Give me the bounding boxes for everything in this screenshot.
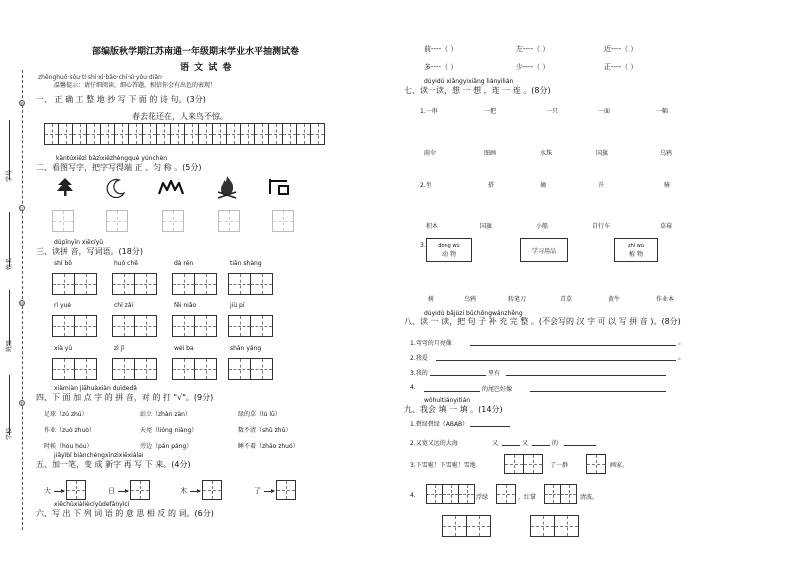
poem-cell[interactable] bbox=[86, 123, 100, 145]
fill-item: ，红掌 bbox=[518, 494, 537, 501]
noun-item[interactable]: 国旗 bbox=[596, 150, 609, 157]
fire-icon bbox=[216, 175, 238, 199]
s4-title: 四、下 面 加 点 字 的 拼 音，对 的 打 "√"。(9分) bbox=[36, 393, 214, 402]
answer-line[interactable] bbox=[502, 445, 520, 446]
poem-cell[interactable] bbox=[44, 123, 58, 145]
poem-cell[interactable] bbox=[212, 123, 226, 145]
fill-cell[interactable] bbox=[530, 515, 554, 537]
thing-item[interactable]: 乌鸦 bbox=[464, 296, 477, 303]
fill-item: 清波。 bbox=[580, 494, 599, 501]
char-box[interactable] bbox=[272, 210, 294, 232]
sentence-start: 2.我爱 bbox=[410, 355, 428, 362]
object-item[interactable]: 积木 bbox=[426, 223, 439, 230]
pinyin-choice-item[interactable]: 时候（hou hóu） bbox=[44, 443, 93, 450]
char-box[interactable] bbox=[106, 210, 128, 232]
tree-icon bbox=[56, 177, 74, 197]
pinyin-choice-item[interactable]: 天亮（lióng niàng） bbox=[140, 427, 198, 434]
sentence-start: 4. bbox=[410, 384, 416, 391]
poem-cell[interactable] bbox=[198, 123, 212, 145]
answer-line[interactable] bbox=[506, 375, 666, 376]
poem-cell[interactable] bbox=[240, 123, 254, 145]
word-pinyin: fēi niǎo bbox=[174, 302, 197, 309]
fill-cell[interactable] bbox=[523, 454, 542, 474]
word-pinyin: jiù pí bbox=[230, 302, 245, 309]
fill-cell[interactable] bbox=[544, 484, 560, 504]
category-pinyin: dòng wù bbox=[438, 242, 460, 249]
binding-circle: 订 bbox=[20, 206, 24, 211]
grid-end bbox=[272, 358, 273, 380]
category-label: 植 物 bbox=[629, 250, 643, 258]
blank-line bbox=[9, 290, 10, 345]
category-box[interactable] bbox=[614, 238, 658, 262]
period: 。 bbox=[678, 338, 685, 346]
field-icon bbox=[268, 178, 290, 196]
verb-item[interactable]: 升 bbox=[598, 182, 605, 189]
char-box[interactable] bbox=[162, 210, 184, 232]
word-cell[interactable] bbox=[228, 273, 250, 295]
word-cell[interactable] bbox=[112, 273, 134, 295]
answer-line[interactable] bbox=[470, 345, 676, 346]
word-cell[interactable] bbox=[172, 358, 194, 380]
grid-end bbox=[96, 315, 97, 337]
fill-item: 又 bbox=[492, 440, 499, 447]
word-pinyin: dà rén bbox=[174, 260, 194, 267]
measure-word[interactable]: 1.一串 bbox=[420, 108, 438, 115]
binding-circle: 装 bbox=[20, 401, 24, 406]
s3-title: 三、读拼 音，写词语。(18分) bbox=[36, 247, 143, 256]
poem-cell[interactable] bbox=[296, 123, 310, 145]
s3-pinyin: dúpīnyīn xiěcíyǔ bbox=[54, 239, 104, 246]
word-pinyin: chī zǎi bbox=[114, 302, 134, 309]
period: 。 bbox=[678, 353, 685, 361]
verb-item[interactable]: 搭 bbox=[488, 182, 495, 189]
grid-end bbox=[576, 484, 577, 504]
word-pinyin: wéi ba bbox=[174, 345, 194, 352]
answer-line[interactable] bbox=[564, 445, 596, 446]
measure-word[interactable]: 一只 bbox=[546, 108, 559, 115]
arrow-icon bbox=[54, 491, 64, 492]
antonym-item[interactable]: 前----（ ） bbox=[424, 45, 458, 53]
thing-item[interactable]: 转笔刀 bbox=[508, 296, 527, 303]
grid-end bbox=[216, 273, 217, 295]
grid-end bbox=[156, 358, 157, 380]
base-char: 了 bbox=[254, 487, 261, 495]
word-cell[interactable] bbox=[228, 315, 250, 337]
word-cell[interactable] bbox=[194, 358, 216, 380]
fill-item: 又 bbox=[522, 440, 529, 447]
answer-line[interactable] bbox=[530, 391, 666, 392]
s1-title: 一、 正 确 工 整 地 抄 写 下 面 的 诗 句。(3分) bbox=[36, 95, 206, 104]
fill-cell[interactable] bbox=[560, 484, 576, 504]
grid-end bbox=[474, 484, 475, 504]
poem-cell[interactable] bbox=[72, 123, 86, 145]
binding-margin bbox=[0, 0, 40, 561]
fill-cell[interactable] bbox=[554, 515, 578, 537]
fill-item: 画家。 bbox=[610, 462, 629, 469]
noun-item[interactable]: 图画 bbox=[484, 150, 497, 157]
binding-circle: 装 bbox=[20, 101, 24, 106]
grid-end bbox=[272, 273, 273, 295]
arrow-icon bbox=[264, 491, 274, 492]
sentence-mid: 的尾巴好像 bbox=[482, 386, 513, 393]
label-student-id: 学号 bbox=[6, 169, 13, 182]
fill-cell[interactable] bbox=[496, 484, 516, 504]
grid-end bbox=[578, 515, 579, 537]
category-label: 学习用品 bbox=[531, 247, 556, 255]
answer-box[interactable] bbox=[202, 480, 222, 500]
base-char: 木 bbox=[180, 487, 187, 495]
sentence-mid: 里有 bbox=[488, 370, 501, 377]
antonym-item[interactable]: 少----（ ） bbox=[516, 63, 550, 71]
answer-line[interactable] bbox=[532, 445, 550, 446]
fill-cell[interactable] bbox=[466, 515, 490, 537]
word-cell[interactable] bbox=[250, 358, 272, 380]
s6-pinyin: xiěchūxiàliècíyǔdefǎnyìcí bbox=[54, 501, 130, 508]
answer-line[interactable] bbox=[470, 426, 510, 427]
word-cell[interactable] bbox=[112, 358, 134, 380]
sentence-start: 3.我的 bbox=[410, 370, 428, 377]
fill-cell[interactable] bbox=[442, 484, 458, 504]
s9-pinyin: wǒhuìtiányitián bbox=[424, 397, 471, 404]
exam-subtitle: 语 文 试 卷 bbox=[180, 63, 233, 73]
verb-item[interactable]: 摘 bbox=[540, 182, 547, 189]
word-cell[interactable] bbox=[172, 315, 194, 337]
poem-cell[interactable] bbox=[254, 123, 268, 145]
answer-box[interactable] bbox=[130, 480, 150, 500]
category-pinyin: zhí wù bbox=[627, 242, 645, 249]
s8-pinyin: dúyidú bǎjùzi bǔchōngwánzhěng bbox=[424, 310, 523, 317]
fill-item: 浮绿 bbox=[476, 494, 489, 501]
s7-pinyin: dúyidú xiǎngyixiǎng liányilián bbox=[424, 78, 514, 85]
grid-end bbox=[542, 454, 543, 474]
s6-title: 六、写 出 下 列 词 语 的 意 思 相 反 的 词。(6分) bbox=[36, 509, 214, 518]
fill-item: 的 bbox=[552, 440, 559, 447]
antonym-item[interactable]: 左----（ ） bbox=[516, 45, 550, 53]
grid-end bbox=[216, 358, 217, 380]
thing-item[interactable]: 作业本 bbox=[656, 296, 675, 303]
hint-text: 温馨提示：请仔细阅读，细心答题，相信你会有出色的表现！ bbox=[54, 82, 217, 89]
category-box[interactable] bbox=[520, 238, 568, 262]
poem-cell[interactable] bbox=[184, 123, 198, 145]
grid-end bbox=[272, 315, 273, 337]
word-cell[interactable] bbox=[74, 358, 96, 380]
poem-cell[interactable] bbox=[58, 123, 72, 145]
item-number: 3. bbox=[420, 242, 426, 249]
fill-item: 3.下雪啦！下雪啦！雪地 bbox=[410, 462, 476, 469]
antonym-item[interactable]: 近----（ ） bbox=[604, 45, 638, 53]
arrow-icon bbox=[190, 491, 200, 492]
word-cell[interactable] bbox=[112, 315, 134, 337]
fill-item: 1.碧绿碧绿（ABAB） bbox=[410, 421, 469, 428]
thing-item[interactable]: 青草 bbox=[560, 296, 573, 303]
answer-line[interactable] bbox=[424, 391, 480, 392]
grid-end bbox=[490, 515, 491, 537]
noun-item[interactable]: 水珠 bbox=[540, 150, 553, 157]
exam-title: 部编版秋学期江苏南通一年级期末学业水平抽测试卷 bbox=[92, 47, 300, 57]
s9-title: 九、我会 填 一 填 。(14分) bbox=[404, 405, 503, 414]
object-item[interactable]: 草莓 bbox=[660, 223, 673, 230]
poem-cell[interactable] bbox=[100, 123, 114, 145]
word-pinyin: huǒ chē bbox=[114, 260, 138, 267]
word-cell[interactable] bbox=[194, 273, 216, 295]
pinyin-choice-item[interactable]: 绿的草（lù lǜ） bbox=[238, 411, 281, 418]
thing-item[interactable]: 树 bbox=[428, 296, 435, 303]
char-box[interactable] bbox=[52, 210, 74, 232]
answer-box[interactable] bbox=[66, 480, 86, 500]
poem-cell[interactable] bbox=[310, 123, 324, 145]
word-cell[interactable] bbox=[134, 315, 156, 337]
pinyin-choice-item[interactable]: 旁边（pán páng） bbox=[140, 443, 193, 450]
antonym-item[interactable]: 多----（ ） bbox=[424, 63, 458, 71]
grid-end bbox=[156, 315, 157, 337]
grid-end bbox=[96, 358, 97, 380]
word-pinyin: shí bō bbox=[54, 260, 72, 267]
mountain-icon bbox=[158, 180, 184, 196]
poem-cell[interactable] bbox=[156, 123, 170, 145]
poem-cell[interactable] bbox=[142, 123, 156, 145]
answer-box[interactable] bbox=[276, 480, 296, 500]
char-box[interactable] bbox=[218, 210, 240, 232]
grid-end bbox=[156, 273, 157, 295]
label-name: 姓名 bbox=[6, 257, 13, 270]
s4-pinyin: xiàmiàn jiāhuàxiàn duìdedǎ bbox=[54, 385, 137, 392]
pinyin-choice-item[interactable]: 足球（zú zhú） bbox=[44, 411, 88, 418]
word-cell[interactable] bbox=[52, 358, 74, 380]
pinyin-choice-item[interactable]: 站立（zhàn zàn） bbox=[140, 411, 191, 418]
s1-poem: 春去花还在，人来鸟不惊。 bbox=[132, 112, 228, 121]
measure-word[interactable]: 一幅 bbox=[656, 108, 669, 115]
fill-cell[interactable] bbox=[586, 454, 606, 474]
antonym-item[interactable]: 正----（ ） bbox=[604, 63, 638, 71]
s5-title: 五、加一笔，变 成 新字 再 写 下 来。(4分) bbox=[36, 460, 191, 469]
word-cell[interactable] bbox=[228, 358, 250, 380]
poem-cell[interactable] bbox=[128, 123, 142, 145]
label-school: 学校 bbox=[6, 427, 13, 440]
fill-cell[interactable] bbox=[442, 515, 466, 537]
answer-line[interactable] bbox=[436, 360, 676, 361]
s8-title: 八、读 一 读，把 句 子 补 充 完 整 。(不会写的 汉 字 可 以 写 拼 音 )。(8分) bbox=[404, 317, 681, 326]
word-cell[interactable] bbox=[52, 273, 74, 295]
moon-icon bbox=[106, 178, 126, 198]
fill-cell[interactable] bbox=[426, 484, 442, 504]
binding-circle: 线 bbox=[20, 301, 24, 306]
noun-item[interactable]: 乌鸦 bbox=[660, 150, 673, 157]
object-item[interactable]: 自行车 bbox=[592, 223, 611, 230]
measure-word[interactable]: 一面 bbox=[598, 108, 611, 115]
word-cell[interactable] bbox=[250, 315, 272, 337]
base-char: 日 bbox=[108, 487, 115, 495]
word-pinyin: zì jǐ bbox=[114, 345, 125, 352]
arrow-icon bbox=[118, 491, 128, 492]
fill-item: 2.又宽又远的大海 bbox=[410, 440, 458, 447]
verb-item[interactable]: 2.坐 bbox=[420, 182, 432, 189]
grid-end bbox=[96, 273, 97, 295]
word-pinyin: xià yǔ bbox=[54, 345, 73, 352]
label-class: 班级 bbox=[6, 339, 13, 352]
word-cell[interactable] bbox=[134, 358, 156, 380]
s7-title: 七、读一读，想 一 想 ，连 一 连 。(8分) bbox=[404, 86, 551, 95]
s2-title: 二、看图写字，把字写得端 正 、匀 称 。(5分) bbox=[36, 163, 202, 172]
object-item[interactable]: 小船 bbox=[536, 223, 549, 230]
object-item[interactable]: 国旗 bbox=[480, 223, 493, 230]
noun-item[interactable]: 雨伞 bbox=[424, 150, 437, 157]
word-cell[interactable] bbox=[250, 273, 272, 295]
base-char: 大 bbox=[44, 487, 51, 495]
pinyin-choice-item[interactable]: 数不清（shǔ zhǔ） bbox=[238, 427, 292, 434]
sentence-start: 1.弯弯的月亮像 bbox=[410, 340, 452, 347]
category-box[interactable] bbox=[426, 238, 472, 262]
grid-end bbox=[324, 123, 325, 145]
poem-cell[interactable] bbox=[282, 123, 296, 145]
measure-word[interactable]: 一把 bbox=[484, 108, 497, 115]
word-cell[interactable] bbox=[74, 273, 96, 295]
fill-item: 了一群 bbox=[550, 462, 569, 469]
word-pinyin: shān yáng bbox=[230, 345, 262, 352]
thing-item[interactable]: 黄牛 bbox=[608, 296, 621, 303]
s5-pinyin: jiāyìbǐ biànchéngxīnzìxiěxiàlai bbox=[54, 452, 144, 459]
word-pinyin: rì yuè bbox=[54, 302, 72, 309]
verb-item[interactable]: 骑 bbox=[664, 182, 671, 189]
poem-cell[interactable] bbox=[114, 123, 128, 145]
category-label: 动 物 bbox=[442, 250, 456, 258]
s2-pinyin: kàntúxiězì bǎzìxiězhèngquè yúnchèn bbox=[56, 155, 168, 162]
poem-cell[interactable] bbox=[268, 123, 282, 145]
word-cell[interactable] bbox=[134, 273, 156, 295]
grid-end bbox=[216, 315, 217, 337]
word-cell[interactable] bbox=[172, 273, 194, 295]
fill-item: 4. bbox=[410, 492, 416, 499]
pinyin-choice-item[interactable]: 作业（zuò zhuò） bbox=[44, 427, 95, 434]
word-cell[interactable] bbox=[52, 315, 74, 337]
word-cell[interactable] bbox=[194, 315, 216, 337]
fill-cell[interactable] bbox=[458, 484, 474, 504]
word-pinyin: tiān shàng bbox=[230, 260, 262, 267]
hint-pinyin: zhēnghuǒ·sōu·tí·shì·xì·bǎo·chí·sì·yǒu·diǎn· bbox=[38, 74, 164, 81]
poem-cell[interactable] bbox=[226, 123, 240, 145]
word-cell[interactable] bbox=[74, 315, 96, 337]
poem-cell[interactable] bbox=[170, 123, 184, 145]
blank-line bbox=[9, 375, 10, 435]
pinyin-choice-item[interactable]: 睡不着（zháo zhuó） bbox=[238, 443, 299, 450]
fill-cell[interactable] bbox=[504, 454, 523, 474]
answer-line[interactable] bbox=[430, 375, 486, 376]
